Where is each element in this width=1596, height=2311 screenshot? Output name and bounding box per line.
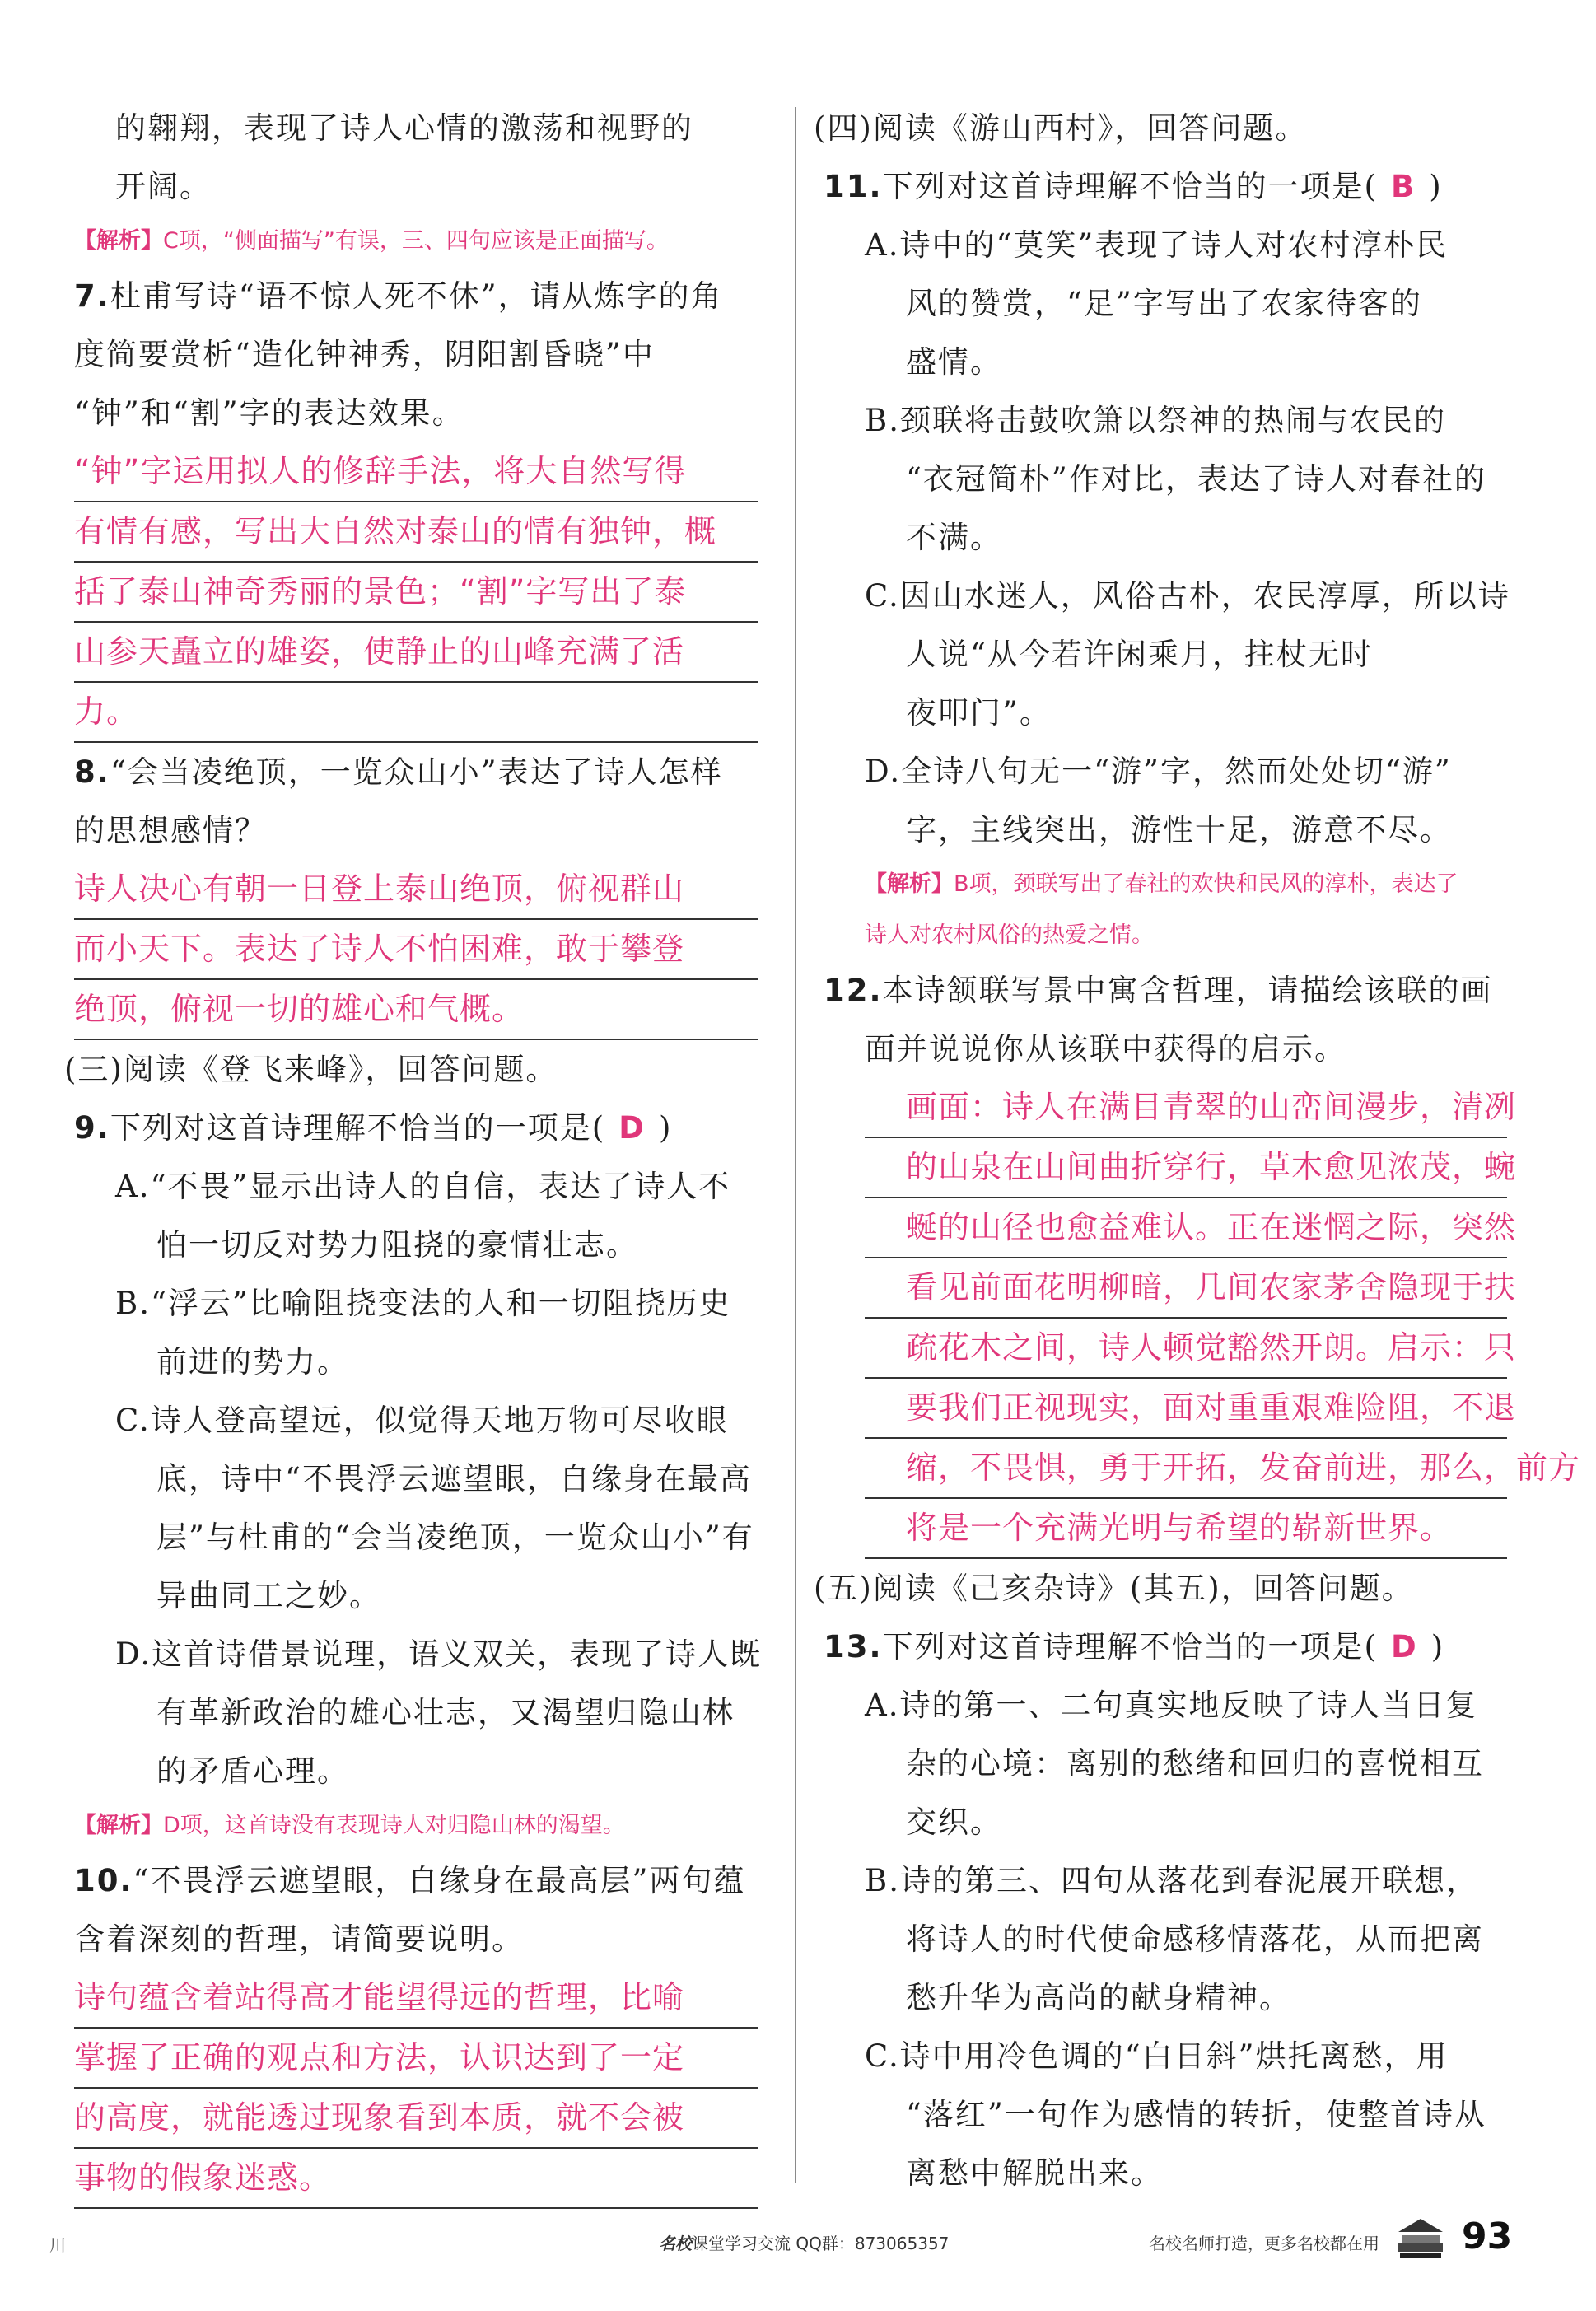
text-line: 愁升华为高尚的献身精神。 bbox=[906, 1980, 1291, 2015]
text-line: B.颈联将击鼓吹箫以祭神的热闹与农民的 bbox=[865, 403, 1446, 438]
question-text: “会当凌绝顶，一览众山小”表达了诗人怎样 bbox=[110, 754, 723, 790]
question-text: “不畏浮云遮望眼，自缘身在最高层”两句蕴 bbox=[133, 1863, 746, 1898]
answer-line: 疏花木之间，诗人顿觉豁然开朗。启示：只 bbox=[865, 1319, 1507, 1379]
answer-line: 有情有感，写出大自然对泰山的情有独钟，概 bbox=[74, 502, 758, 563]
text-line: 怕一切反对势力阻挠的豪情壮志。 bbox=[156, 1227, 638, 1263]
question-number: 12. bbox=[824, 973, 883, 1008]
answer-line: 山参天矗立的雄姿，使静止的山峰充满了活 bbox=[74, 623, 758, 683]
right-column bbox=[814, 99, 1581, 2202]
closing-paren: ) bbox=[1430, 1629, 1445, 1664]
text-line: A.“不畏”显示出诗人的自信，表达了诗人不 bbox=[115, 1169, 731, 1204]
page-footer bbox=[0, 2215, 1596, 2265]
question-number: 11. bbox=[824, 169, 883, 204]
question-stem bbox=[74, 743, 758, 801]
answer-line: 诗人决心有朝一日登上泰山绝顶，俯视群山 bbox=[74, 860, 758, 920]
text-line: A.诗中的“莫笑”表现了诗人对农村淳朴民 bbox=[865, 227, 1449, 263]
question-stem bbox=[824, 961, 1507, 1020]
question-text: 本诗颔联写景中寓含哲理，请描绘该联的画 bbox=[882, 973, 1493, 1008]
explanation-line bbox=[824, 859, 1507, 910]
question-text: 下列对这首诗理解不恰当的一项是( bbox=[882, 1629, 1378, 1664]
text-line: 离愁中解脱出来。 bbox=[906, 2155, 1163, 2191]
text-line: 的思想感情？ bbox=[74, 813, 267, 848]
answer-line: “钟”字运用拟人的修辞手法，将大自然写得 bbox=[74, 442, 758, 502]
text-line: 的矛盾心理。 bbox=[156, 1753, 349, 1789]
text-line: 有革新政治的雄心壮志，又渴望归隐山林 bbox=[156, 1695, 735, 1730]
question-number: 7. bbox=[74, 278, 110, 314]
footer-brand: 名校 bbox=[659, 2234, 692, 2253]
text-line: D.这首诗借景说理，语义双关，表现了诗人既 bbox=[115, 1636, 763, 1672]
question-text: 下列对这首诗理解不恰当的一项是( bbox=[110, 1110, 606, 1146]
question-number: 9. bbox=[74, 1110, 110, 1146]
answer-line: 括了泰山神奇秀丽的景色；“割”字写出了泰 bbox=[74, 563, 758, 623]
answer-line: 的山泉在山间曲折穿行，草木愈见浓茂，蜿 bbox=[865, 1138, 1507, 1198]
answer-line: 画面：诗人在满目青翠的山峦间漫步，清冽 bbox=[865, 1078, 1507, 1138]
text-line: D.全诗八句无一“游”字，然而处处切“游” bbox=[865, 754, 1452, 789]
text-line: 开阔。 bbox=[115, 169, 212, 204]
text-line: (五)阅读《己亥杂诗》(其五)，回答问题。 bbox=[814, 1571, 1414, 1606]
closing-paren: ) bbox=[658, 1110, 673, 1146]
answer-line: 蜒的山径也愈益难认。正在迷惘之际，突然 bbox=[865, 1198, 1507, 1258]
text-line: B.“浮云”比喻阻挠变法的人和一切阻挠历史 bbox=[115, 1286, 731, 1321]
text-line: 前进的势力。 bbox=[156, 1344, 349, 1380]
text-line: 的翱翔，表现了诗人心情的激荡和视野的 bbox=[115, 110, 693, 146]
explanation-tag: 【解析】 bbox=[74, 228, 163, 254]
answer-line: 缩，不畏惧，勇于开拓，发奋前进，那么，前方 bbox=[865, 1439, 1507, 1499]
answer-line: 将是一个充满光明与希望的崭新世界。 bbox=[865, 1499, 1507, 1559]
explanation-line bbox=[74, 216, 758, 267]
text-line: 异曲同工之妙。 bbox=[156, 1578, 381, 1613]
answer-line: 的高度，就能透过现象看到本质，就不会被 bbox=[74, 2089, 758, 2149]
choice-question bbox=[74, 1099, 758, 1157]
choice-question bbox=[824, 157, 1507, 216]
question-text: 杜甫写诗“语不惊人死不休”，请从炼字的角 bbox=[110, 278, 723, 314]
left-column bbox=[64, 99, 763, 2209]
text-line: B.诗的第三、四句从落花到春泥展开联想， bbox=[865, 1863, 1478, 1898]
question-text: 下列对这首诗理解不恰当的一项是( bbox=[882, 169, 1378, 204]
text-line: C.诗中用冷色调的“白日斜”烘托离愁，用 bbox=[865, 2038, 1449, 2074]
text-line: “衣冠简朴”作对比，表达了诗人对春社的 bbox=[906, 461, 1486, 497]
text-line: 层”与杜甫的“会当凌绝顶，一览众山小”有 bbox=[156, 1520, 754, 1555]
explanation-line bbox=[74, 1800, 758, 1851]
question-number: 13. bbox=[824, 1629, 883, 1664]
question-number: 8. bbox=[74, 754, 110, 790]
answer-choice: D bbox=[1390, 1629, 1418, 1664]
text-line: 度简要赏析“造化钟神秀，阴阳割昏晓”中 bbox=[74, 337, 655, 372]
text-line: 字，主线突出，游性十足，游意不尽。 bbox=[906, 812, 1452, 847]
answer-line: 要我们正视现实，面对重重艰难险阻，不退 bbox=[865, 1379, 1507, 1439]
text-line: 含着深刻的哲理，请简要说明。 bbox=[74, 1921, 524, 1957]
text-line: 底，诗中“不畏浮云遮望眼，自缘身在最高 bbox=[156, 1461, 752, 1496]
text-line: C.诗人登高望远，似觉得天地万物可尽收眼 bbox=[115, 1403, 729, 1438]
text-line: 交织。 bbox=[906, 1804, 1002, 1840]
text-line: (四)阅读《游山西村》，回答问题。 bbox=[814, 110, 1308, 146]
footer-qq-group: 课堂学习交流 QQ群：873065357 bbox=[692, 2234, 950, 2253]
region-mark: 川 bbox=[49, 2235, 66, 2255]
explanation-line bbox=[824, 910, 1507, 961]
answer-line: 诗句蕴含着站得高才能望得远的哲理，比喻 bbox=[74, 1968, 758, 2029]
page-number: 93 bbox=[1462, 2215, 1513, 2257]
text-line: 将诗人的时代使命感移情落花，从而把离 bbox=[906, 1921, 1484, 1957]
answer-line: 掌握了正确的观点和方法，认识达到了一定 bbox=[74, 2029, 758, 2089]
answer-line: 事物的假象迷惑。 bbox=[74, 2149, 758, 2209]
text-line: A.诗的第一、二句真实地反映了诗人当日复 bbox=[865, 1688, 1478, 1723]
question-stem bbox=[74, 1851, 758, 1910]
answer-choice: D bbox=[618, 1110, 646, 1146]
explanation-tag: 【解析】 bbox=[74, 1813, 163, 1838]
answer-choice: B bbox=[1390, 169, 1416, 204]
text-line: 杂的心境：离别的愁绪和回归的喜悦相互 bbox=[906, 1746, 1484, 1781]
answer-line: 力。 bbox=[74, 683, 758, 743]
footer-brand-line bbox=[659, 2230, 949, 2254]
text-line: 人说“从今若许闲乘月，拄杖无时 bbox=[906, 637, 1373, 672]
text-line: (三)阅读《登飞来峰》，回答问题。 bbox=[64, 1052, 558, 1087]
choice-question bbox=[824, 1618, 1507, 1676]
explanation-tag: 【解析】 bbox=[865, 871, 954, 897]
text-line: C.因山水迷人，风俗古朴，农民淳厚，所以诗 bbox=[865, 578, 1510, 614]
answer-line: 看见前面花明柳暗，几间农家茅舍隐现于扶 bbox=[865, 1258, 1507, 1319]
explanation-text: 诗人对农村风俗的热爱之情。 bbox=[865, 922, 1154, 948]
answer-line: 而小天下。表达了诗人不怕困难，敢于攀登 bbox=[74, 920, 758, 980]
text-line: 夜叩门”。 bbox=[906, 695, 1052, 731]
footer-slogan: 名校名师打造，更多名校都在用 bbox=[1149, 2234, 1379, 2253]
question-number: 10. bbox=[74, 1863, 133, 1898]
text-line: “钟”和“割”字的表达效果。 bbox=[74, 395, 464, 431]
explanation-text: B项，颈联写出了春社的欢快和民风的淳朴，表达了 bbox=[954, 871, 1458, 897]
closing-paren: ) bbox=[1429, 169, 1443, 204]
text-line: 不满。 bbox=[906, 520, 1002, 555]
text-line: 面并说说你从该联中获得的启示。 bbox=[865, 1031, 1346, 1067]
explanation-text: D项，这首诗没有表现诗人对归隐山林的渴望。 bbox=[163, 1813, 625, 1838]
answer-line: 绝顶，俯视一切的雄心和气概。 bbox=[74, 980, 758, 1040]
book-stack-logo-icon bbox=[1392, 2215, 1449, 2262]
column-divider bbox=[795, 107, 796, 2183]
text-line: 盛情。 bbox=[906, 344, 1002, 380]
explanation-text: C项，“侧面描写”有误，三、四句应该是正面描写。 bbox=[163, 228, 669, 254]
text-line: “落红”一句作为感情的转折，使整首诗从 bbox=[906, 2097, 1486, 2132]
text-line: 风的赞赏，“足”字写出了农家待客的 bbox=[906, 286, 1422, 321]
question-stem bbox=[74, 267, 758, 325]
